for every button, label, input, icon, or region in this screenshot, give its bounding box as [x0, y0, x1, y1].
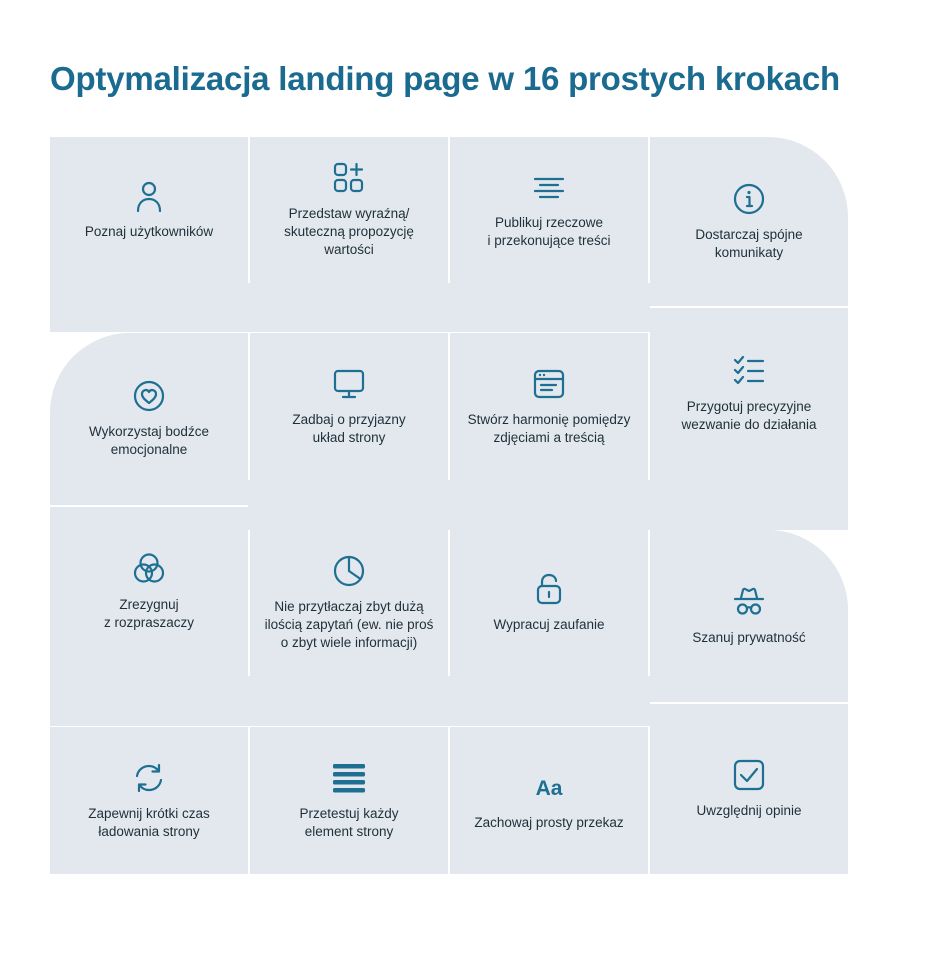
step-15 — [450, 727, 648, 874]
step-label: Wypracuj zaufanie — [493, 617, 605, 632]
unlock-icon — [532, 572, 566, 606]
step-5 — [50, 333, 248, 505]
step-label: Przygotuj precyzyjne wezwanie do działania — [681, 399, 817, 432]
step-13 — [50, 727, 248, 874]
step-11 — [450, 530, 648, 676]
step-9 — [50, 507, 248, 676]
browser-window-icon — [532, 367, 566, 401]
step-4 — [650, 137, 848, 306]
monitor-icon — [332, 367, 366, 401]
step-label: Dostarczaj spójne komunikaty — [695, 226, 803, 260]
font-aa-icon — [532, 770, 566, 804]
path-row-3-connector — [222, 480, 848, 530]
menu-lines-icon — [332, 761, 366, 795]
step-label: Zadbaj o przyjazny układ strony — [292, 411, 406, 445]
step-14 — [250, 727, 448, 874]
apps-grid-plus-icon — [332, 161, 366, 195]
step-6 — [250, 333, 448, 480]
checkbox-icon — [732, 758, 766, 792]
refresh-icon — [132, 761, 166, 795]
step-label: Zrezygnuj z rozpraszaczy — [103, 596, 195, 630]
step-label: Uwzględnij opinie — [696, 803, 802, 818]
step-label: Zapewnij krótki czas ładowania strony — [88, 805, 210, 839]
step-7 — [450, 333, 648, 480]
venn-circles-icon — [132, 552, 166, 586]
checklist-icon — [732, 354, 766, 388]
step-2 — [250, 137, 448, 283]
page-title: Optymalizacja landing page w 16 prostych krokach — [50, 60, 840, 97]
pie-chart-icon — [332, 554, 366, 588]
step-label: Przetestuj każdy element strony — [299, 805, 399, 839]
step-label: Przedstaw wyraźną/ skuteczną propozycję wartości — [284, 206, 414, 257]
step-label: Nie przytłaczaj zbyt dużą ilością zapytań (ew. nie proś o zbyt wiele informacji) — [264, 599, 434, 650]
user-icon — [132, 179, 166, 213]
incognito-icon — [732, 585, 766, 619]
heart-circle-icon — [132, 379, 166, 413]
info-icon — [732, 182, 766, 216]
step-label: Wykorzystaj bodźce emocjonalne — [89, 424, 209, 457]
step-label: Zachowaj prosty przekaz — [474, 814, 624, 830]
step-12 — [650, 530, 848, 702]
step-label: Stwórz harmonię pomiędzy zdjęciami a treścią — [467, 411, 631, 445]
font-aa-text: Aa — [535, 776, 563, 800]
step-8 — [650, 308, 848, 480]
step-10 — [250, 530, 448, 676]
step-label: Szanuj prywatność — [692, 630, 806, 645]
step-label: Publikuj rzeczowe i przekonujące treści — [487, 215, 611, 248]
step-label: Poznaj użytkowników — [84, 224, 214, 239]
step-16 — [650, 704, 848, 874]
path-row-4-connector — [50, 676, 674, 726]
step-1 — [50, 137, 248, 283]
align-text-icon — [532, 170, 566, 204]
step-3 — [450, 137, 648, 283]
